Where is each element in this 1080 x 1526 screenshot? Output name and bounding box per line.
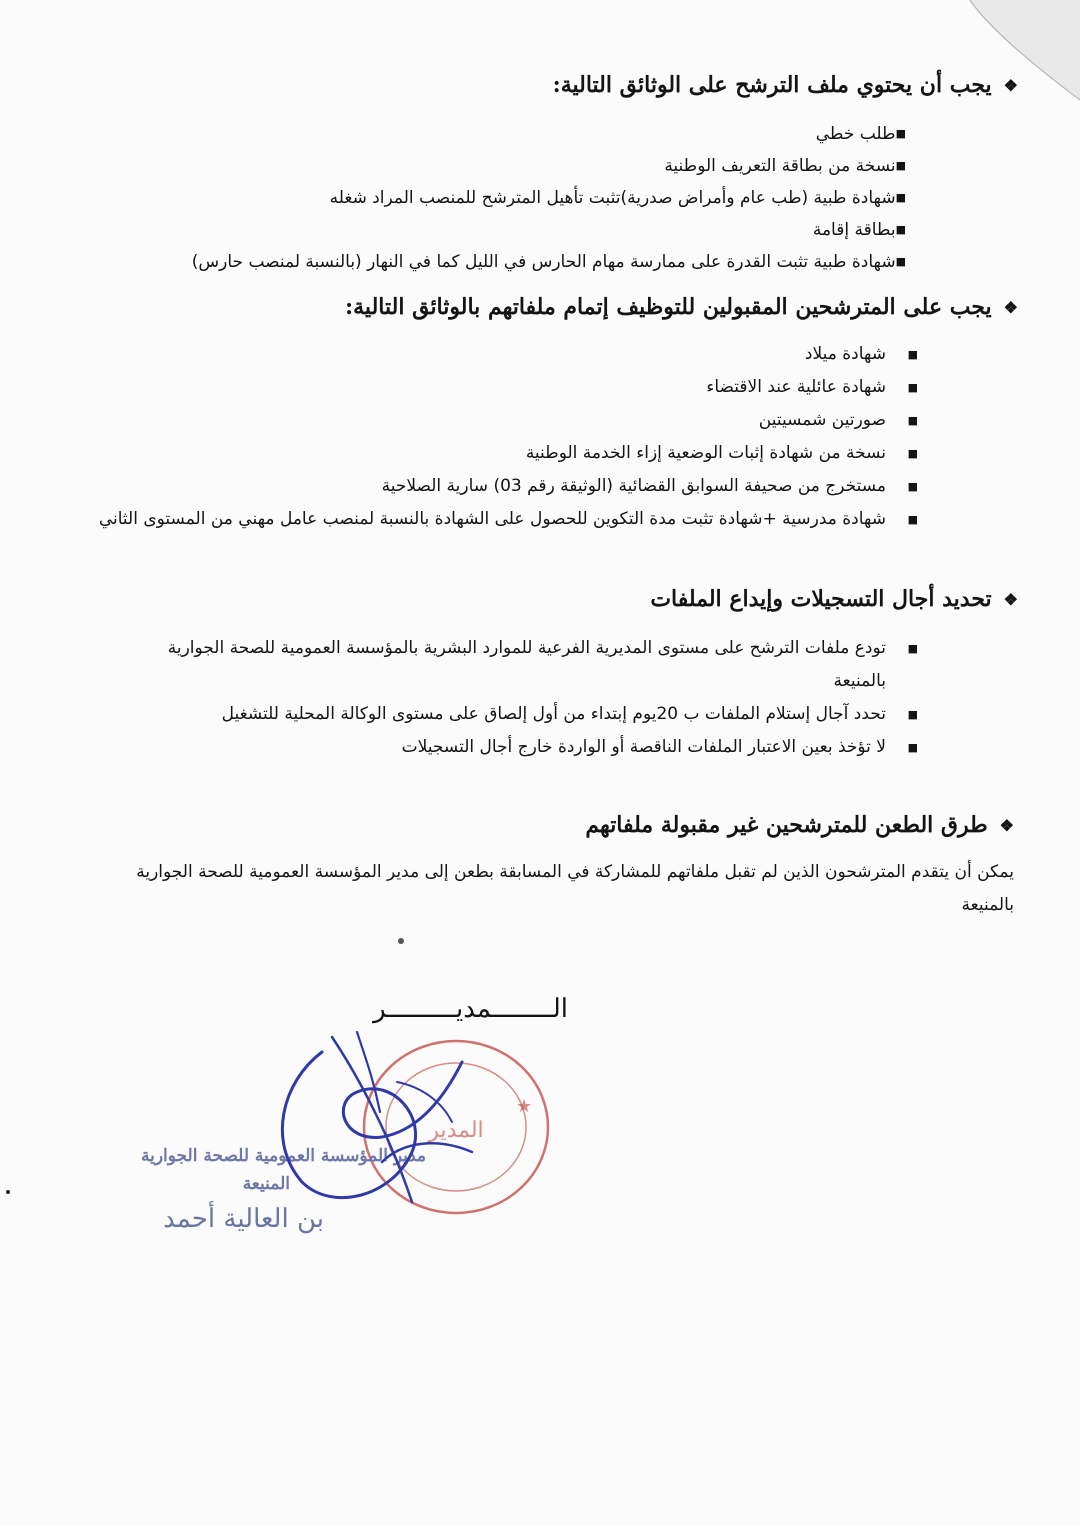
svg-text:★: ★ bbox=[516, 1096, 533, 1117]
square-bullet-icon: ■ bbox=[907, 513, 918, 526]
section-heading: ❖يجب على المترشحين المقبولين للتوظيف إتمام ملفاتهم بالوثائق التالية: bbox=[58, 292, 1018, 323]
list-item: ■شهادة طبية تثبت القدرة على ممارسة مهام الحارس في الليل كما في النهار (بالنسبة لمنصب حارس) bbox=[191, 252, 906, 272]
square-bullet-icon: ■ bbox=[895, 127, 906, 140]
stamp-line-city: المنيعة bbox=[242, 1174, 290, 1194]
list-item: ■بطاقة إقامة bbox=[812, 220, 906, 240]
square-bullet-icon: ■ bbox=[907, 480, 918, 493]
section-required-documents bbox=[58, 70, 1018, 101]
list-item: ■ شهادة ميلاد bbox=[88, 338, 918, 371]
list-completion-documents bbox=[88, 338, 918, 536]
list-deadlines bbox=[138, 632, 918, 764]
diamond-bullet-icon: ❖ bbox=[1003, 590, 1018, 609]
ink-speck bbox=[6, 1190, 10, 1194]
list-required-documents bbox=[56, 118, 906, 278]
list-item: ■ صورتين شمسيتين bbox=[88, 404, 918, 437]
square-bullet-icon: ■ bbox=[907, 414, 918, 427]
director-title: الــــــــمديـــــــــر bbox=[373, 994, 568, 1024]
handwritten-signature bbox=[262, 1022, 492, 1222]
square-bullet-icon: ■ bbox=[907, 348, 918, 361]
square-bullet-icon: ■ bbox=[895, 223, 906, 236]
square-bullet-icon: ■ bbox=[907, 447, 918, 460]
list-item: ■نسخة من بطاقة التعريف الوطنية bbox=[664, 156, 906, 176]
list-item: ■ شهادة عائلية عند الاقتضاء bbox=[88, 371, 918, 404]
diamond-bullet-icon: ❖ bbox=[1003, 298, 1018, 317]
stamp-line-name: بن العالية أحمد bbox=[163, 1204, 324, 1234]
section-completion-documents bbox=[58, 292, 1018, 323]
list-item: ■شهادة طبية (طب عام وأمراض صدرية)تثبت تأهيل المترشح للمنصب المراد شغله bbox=[329, 188, 906, 208]
square-bullet-icon: ■ bbox=[895, 191, 906, 204]
seal-center-text: المدير bbox=[428, 1118, 484, 1143]
section-appeals bbox=[54, 810, 1014, 841]
appeals-paragraph: يمكن أن يتقدم المترشحون الذين لم تقبل ملفاتهم للمشاركة في المسابقة بطعن إلى مدير المؤسسة العمومية للصحة الجوارية بالمنيعة bbox=[136, 862, 1014, 915]
section-heading: ❖تحديد أجال التسجيلات وإيداع الملفات bbox=[58, 584, 1018, 615]
list-item: ■ شهادة مدرسية +شهادة تثبت مدة التكوين للحصول على الشهادة بالنسبة لمنصب عامل مهني من المستوى الثاني bbox=[88, 503, 918, 536]
list-item: ■ مستخرج من صحيفة السوابق القضائية (الوثيقة رقم 03) سارية الصلاحية bbox=[88, 470, 918, 503]
list-item: ■ لا تؤخذ بعين الاعتبار الملفات الناقصة أو الواردة خارج أجال التسجيلات bbox=[138, 731, 918, 764]
diamond-bullet-icon: ❖ bbox=[999, 816, 1014, 835]
square-bullet-icon: ■ bbox=[907, 381, 918, 394]
square-bullet-icon: ■ bbox=[907, 708, 918, 721]
square-bullet-icon: ■ bbox=[907, 741, 918, 754]
square-bullet-icon: ■ bbox=[907, 642, 918, 655]
section-deadlines bbox=[58, 584, 1018, 615]
ink-speck bbox=[398, 938, 404, 944]
section-heading: ❖يجب أن يحتوي ملف الترشح على الوثائق التالية: bbox=[58, 70, 1018, 101]
stamp-line-institution: مدير المؤسسة العمومية للصحة الجوارية bbox=[141, 1146, 426, 1166]
list-item: ■ تحدد آجال إستلام الملفات ب 20يوم إبتداء من أول إلصاق على مستوى الوكالة المحلية للتشغيل bbox=[138, 698, 918, 731]
list-item: ■ نسخة من شهادة إثبات الوضعية إزاء الخدمة الوطنية bbox=[88, 437, 918, 470]
square-bullet-icon: ■ bbox=[895, 159, 906, 172]
diamond-bullet-icon: ❖ bbox=[1003, 76, 1018, 95]
section-heading: ❖طرق الطعن للمترشحين غير مقبولة ملفاتهم bbox=[54, 810, 1014, 841]
list-item: ■طلب خطي bbox=[815, 124, 906, 144]
list-item: ■ تودع ملفات الترشح على مستوى المديرية الفرعية للموارد البشرية بالمؤسسة العمومية للصحة الجوارية بالمنيعة bbox=[138, 632, 918, 698]
square-bullet-icon: ■ bbox=[895, 255, 906, 268]
